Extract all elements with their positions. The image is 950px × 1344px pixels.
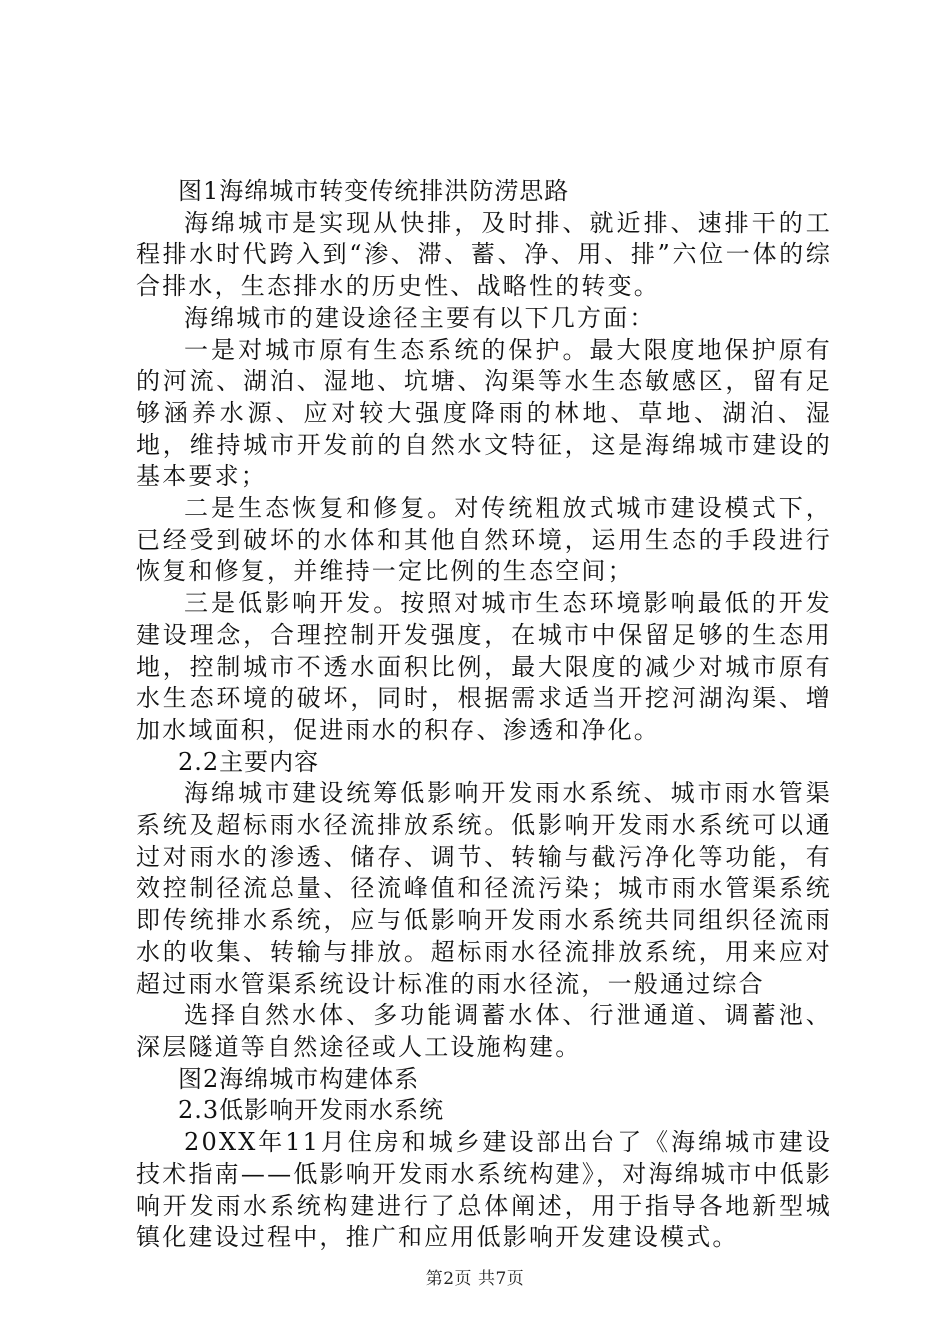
page-footer: 第2页 共7页 (425, 1269, 525, 1289)
paragraph: 20XX年11月住房和城乡建设部出台了《海绵城市建设技术指南——低影响开发雨水系统构建》，对海绵城市中低影响开发雨水系统构建进行了总体阐述，用于指导各地新型城镇化建设过程中，推广和应用低影响开发建设模式。 (136, 1128, 832, 1252)
section-heading: 2.3低影响开发雨水系统 (178, 1096, 445, 1125)
paragraph: 海绵城市建设统筹低影响开发雨水系统、城市雨水管渠系统及超标雨水径流排放系统。低影响开发雨水系统可以通过对雨水的渗透、储存、调节、转输与截污净化等功能，有效控制径流总量、径流峰值和径流污染；城市雨水管渠系统即传统排水系统，应与低影响开发雨水系统共同组织径流雨水的收集、转输与排放。超标雨水径流排放系统，用来应对超过雨水管渠系统设计标准的雨水径流，一般通过综合 (136, 779, 832, 998)
paragraph: 海绵城市的建设途径主要有以下几方面： (184, 303, 656, 332)
section-heading: 2.2主要内容 (178, 747, 320, 776)
figure-caption: 图2海绵城市构建体系 (178, 1064, 420, 1093)
paragraph: 一是对城市原有生态系统的保护。最大限度地保护原有的河流、湖泊、湿地、坑塘、沟渠等水生态敏感区，留有足够涵养水源、应对较大强度降雨的林地、草地、湖泊、湿地，维持城市开发前的自然水文特征，这是海绵城市建设的基本要求； (136, 335, 832, 491)
paragraph: 选择自然水体、多功能调蓄水体、行泄通道、调蓄池、深层隧道等自然途径或人工设施构建。 (136, 1001, 832, 1061)
paragraph: 二是生态恢复和修复。对传统粗放式城市建设模式下，已经受到破坏的水体和其他自然环境，运用生态的手段进行恢复和修复，并维持一定比例的生态空间； (136, 494, 832, 586)
paragraph: 三是低影响开发。按照对城市生态环境影响最低的开发建设理念，合理控制开发强度，在城市中保留足够的生态用地，控制城市不透水面积比例，最大限度的减少对城市原有水生态环境的破坏，同时，根据需求适当开挖河湖沟渠、增加水域面积，促进雨水的积存、渗透和净化。 (136, 589, 832, 744)
document-body (136, 176, 832, 1254)
paragraph: 海绵城市是实现从快排，及时排、就近排、速排干的工程排水时代跨入到“渗、滞、蓄、净、用、排”六位一体的综合排水，生态排水的历史性、战略性的转变。 (136, 208, 832, 301)
figure-caption: 图1海绵城市转变传统排洪防涝思路 (178, 177, 570, 205)
